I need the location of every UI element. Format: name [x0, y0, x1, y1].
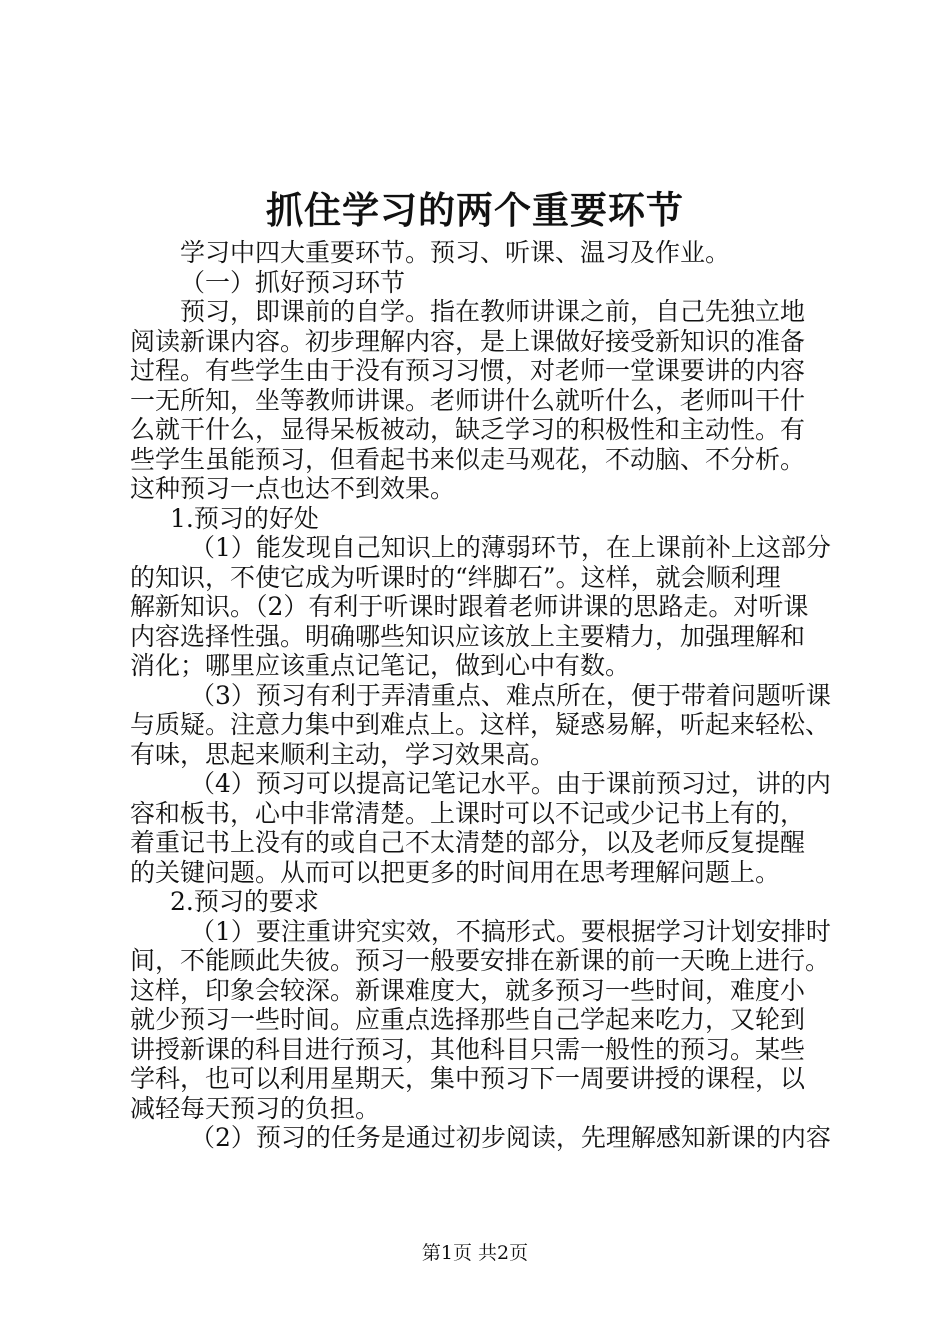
text-line: （4）预习可以提高记笔记水平。由于课前预习过，讲的内: [190, 769, 831, 798]
text-line: 着重记书上没有的或自己不太清楚的部分，以及老师反复提醒: [130, 828, 806, 857]
text-line: 1.预习的好处: [170, 503, 319, 533]
text-line: 容和板书，心中非常清楚。上课时可以不记或少记书上有的，: [130, 798, 806, 828]
text-line: 阅读新课内容。初步理解内容，是上课做好接受新知识的准备: [130, 326, 806, 356]
text-line: （1）要注重讲究实效，不搞形式。要根据学习计划安排时: [190, 916, 831, 946]
text-line: 这样，印象会较深。新课难度大，就多预习一些时间，难度小: [130, 975, 806, 1005]
text-line: 消化；哪里应该重点记笔记，做到心中有数。: [130, 651, 631, 680]
text-line: 就少预习一些时间。应重点选择那些自己学起来吃力，又轮到: [130, 1005, 806, 1034]
text-line: 的关键问题。从而可以把更多的时间用在思考理解问题上。: [130, 857, 781, 887]
text-line: 解新知识。（2）有利于听课时跟着老师讲课的思路走。对听课: [130, 592, 809, 621]
text-line: 些学生虽能预习，但看起书来似走马观花，不动脑、不分析。: [130, 444, 806, 474]
text-line: 学习中四大重要环节。预习、听课、温习及作业。: [180, 238, 731, 267]
text-line: （2）预习的任务是通过初步阅读，先理解感知新课的内容: [190, 1123, 831, 1152]
text-line: （1）能发现自己知识上的薄弱环节，在上课前补上这部分: [190, 533, 831, 562]
text-line: 预习，即课前的自学。指在教师讲课之前，自己先独立地: [180, 297, 806, 326]
text-line: 这种预习一点也达不到效果。: [130, 474, 456, 503]
document-body: [130, 238, 830, 1153]
text-line: 的知识，不使它成为听课时的“绊脚石”。这样，就会顺利理: [130, 562, 781, 592]
text-line: 间，不能顾此失彼。预习一般要安排在新课的前一天晚上进行。: [130, 946, 831, 975]
text-line: 与质疑。注意力集中到难点上。这样，疑惑易解，听起来轻松、: [130, 710, 831, 739]
text-line: 内容选择性强。明确哪些知识应该放上主要精力，加强理解和: [130, 621, 806, 651]
document-title: 抓住学习的两个重要环节: [266, 188, 684, 232]
text-line: 2.预习的要求: [170, 887, 319, 916]
text-line: 减轻每天预习的负担。: [130, 1093, 381, 1123]
text-line: 过程。有些学生由于没有预习习惯，对老师一堂课要讲的内容: [130, 356, 806, 385]
text-line: 么就干什么，显得呆板被动，缺乏学习的积极性和主动性。有: [130, 415, 806, 444]
text-line: 有味，思起来顺利主动，学习效果高。: [130, 739, 556, 769]
text-line: 一无所知，坐等教师讲课。老师讲什么就听什么，老师叫干什: [130, 385, 806, 415]
text-line: （3）预习有利于弄清重点、难点所在，便于带着问题听课: [190, 680, 831, 710]
text-line: 学科，也可以利用星期天，集中预习下一周要讲授的课程，以: [130, 1064, 806, 1093]
page-footer: 第1页 共2页: [421, 1242, 529, 1264]
text-line: （一）抓好预习环节: [180, 267, 406, 297]
text-line: 讲授新课的科目进行预习，其他科目只需一般性的预习。某些: [130, 1034, 806, 1064]
